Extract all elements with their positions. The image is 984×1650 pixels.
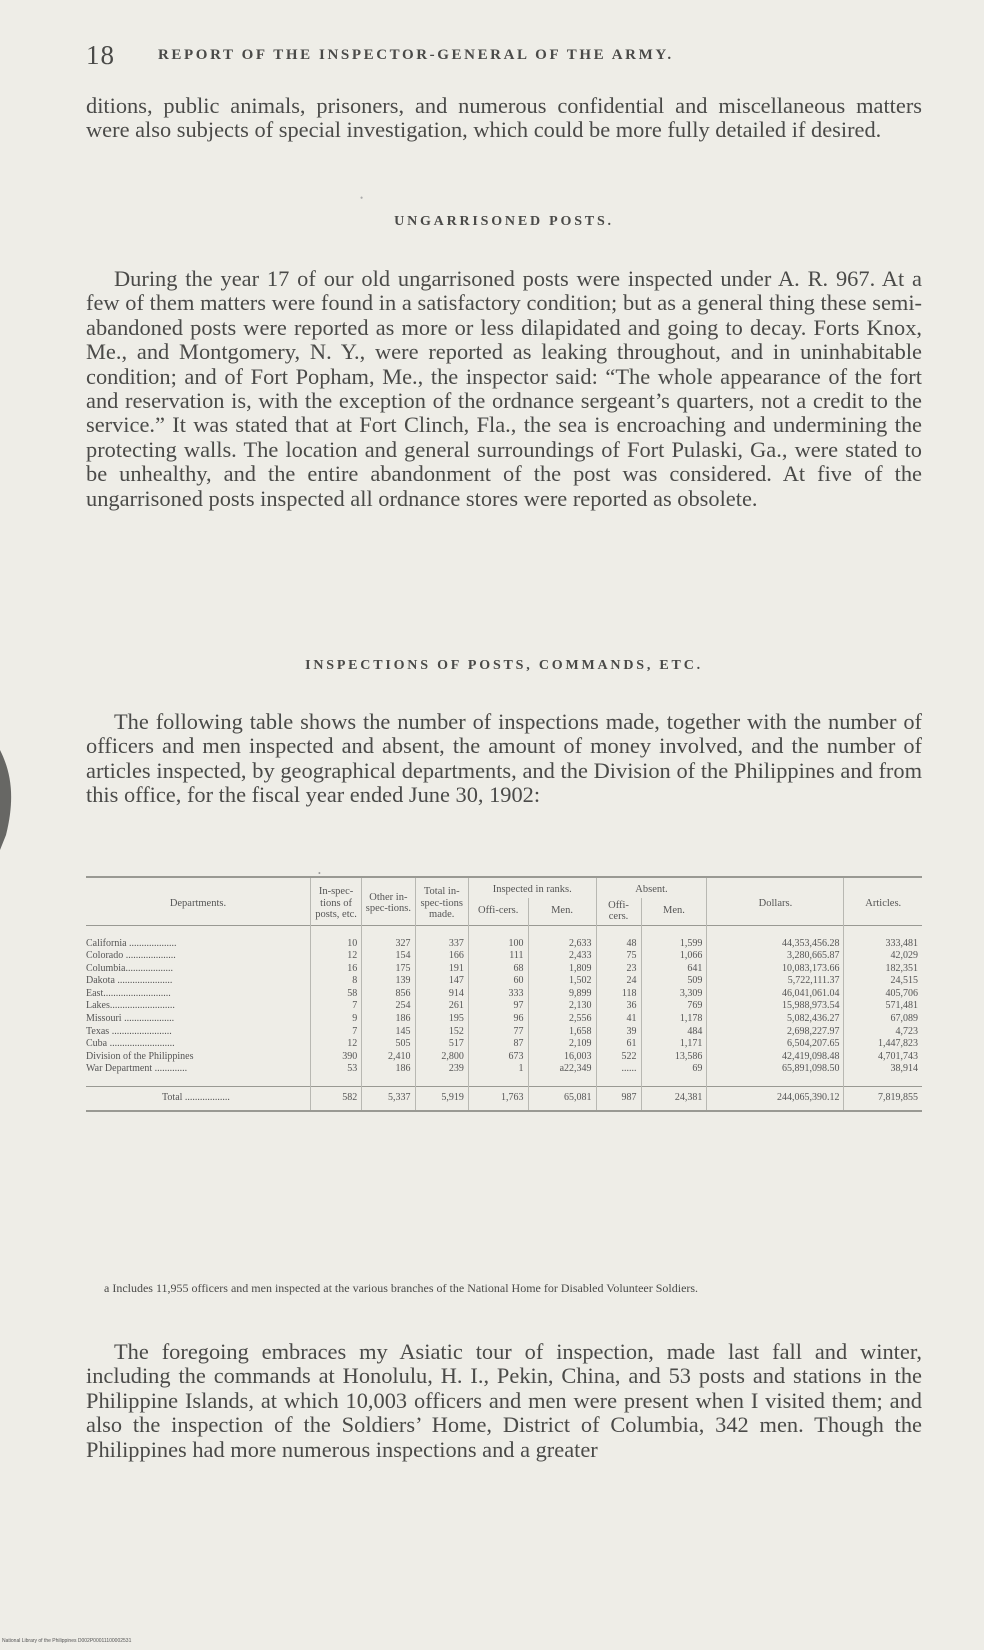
cell-officers-inspected: 68 <box>468 963 528 976</box>
cell-other: 175 <box>362 963 415 976</box>
table-row: California ................... 10 327 337 100 2,633 48 1,599 44,353,456.28 333,481 <box>86 925 922 950</box>
cell-total: 147 <box>415 975 468 988</box>
cell-men-inspected: 2,109 <box>528 1038 596 1051</box>
row-department: California <box>86 937 127 949</box>
row-department: Division of the Philippines <box>86 1050 194 1062</box>
page-number: 18 <box>86 40 115 70</box>
cell-total: 166 <box>415 950 468 963</box>
cell-men-inspected: a22,349 <box>528 1063 596 1086</box>
cell-articles: 42,029 <box>844 950 922 963</box>
cell-men-inspected: 1,502 <box>528 975 596 988</box>
cell-men-absent: 1,178 <box>641 1013 707 1026</box>
cell-men-absent: 69 <box>641 1063 707 1086</box>
row-department: Cuba <box>86 1038 108 1050</box>
cell-men-inspected: 2,633 <box>528 925 596 950</box>
cell-officers-absent: 39 <box>596 1026 641 1039</box>
table-footnote: a Includes 11,955 officers and men inspected at the various branches of the National Home for Disabled Volunteer Soldiers. <box>104 1281 699 1295</box>
cell-articles: 1,447,823 <box>844 1038 922 1051</box>
cell-posts: 8 <box>310 975 361 988</box>
cell-men-absent: 484 <box>641 1026 707 1039</box>
cell-dollars: 5,722,111.37 <box>707 975 844 988</box>
cell-men-absent: 1,599 <box>641 925 707 950</box>
row-department: Dakota <box>86 975 115 987</box>
cell-men-inspected: 2,433 <box>528 950 596 963</box>
cell-officers-absent: 41 <box>596 1013 641 1026</box>
cell-total: 239 <box>415 1063 468 1086</box>
cell-posts: 12 <box>310 1038 361 1051</box>
cell-other: 254 <box>362 1000 415 1013</box>
cell-articles: 4,723 <box>844 1026 922 1039</box>
cell-dollars: 6,504,207.65 <box>707 1038 844 1051</box>
col-men-absent: Men. <box>641 898 707 926</box>
cell-dollars: 10,083,173.66 <box>707 963 844 976</box>
cell-dollars: 65,891,098.50 <box>707 1063 844 1086</box>
col-total-inspections: Total in-spec-tions made. <box>415 877 468 925</box>
cell-total: 337 <box>415 925 468 950</box>
heading-inspections: INSPECTIONS OF POSTS, COMMANDS, ETC. <box>305 658 703 673</box>
cell-dollars: 15,988,973.54 <box>707 1000 844 1013</box>
cell-other: 2,410 <box>362 1051 415 1064</box>
cell-officers-absent: 522 <box>596 1051 641 1064</box>
cell-other: 145 <box>362 1026 415 1039</box>
table-row: Dakota ...................... 8 139 147 60 1,502 24 509 5,722,111.37 24,515 <box>86 975 922 988</box>
cell-other: 5,337 <box>362 1087 415 1111</box>
table-row: Texas ........................ 7 145 152 77 1,658 39 484 2,698,227.97 4,723 <box>86 1026 922 1039</box>
cell-total: 191 <box>415 963 468 976</box>
cell-total: 914 <box>415 988 468 1001</box>
cell-officers-absent: ...... <box>596 1063 641 1086</box>
cell-officers-absent: 75 <box>596 950 641 963</box>
cell-men-absent: 509 <box>641 975 707 988</box>
col-departments: Departments. <box>169 897 227 909</box>
stray-mark: • <box>360 193 364 203</box>
cell-articles: 7,819,855 <box>844 1087 922 1111</box>
cell-other: 139 <box>362 975 415 988</box>
cell-officers-absent: 36 <box>596 1000 641 1013</box>
cell-officers-inspected: 87 <box>468 1038 528 1051</box>
running-head <box>86 40 926 74</box>
cell-men-absent: 1,171 <box>641 1038 707 1051</box>
col-inspected-in-ranks: Inspected in ranks. <box>468 877 596 898</box>
cell-men-absent: 24,381 <box>641 1087 707 1111</box>
cell-dollars: 2,698,227.97 <box>707 1026 844 1039</box>
cell-posts: 7 <box>310 1000 361 1013</box>
cell-dollars: 44,353,456.28 <box>707 925 844 950</box>
cell-posts: 12 <box>310 950 361 963</box>
cell-men-inspected: 1,809 <box>528 963 596 976</box>
cell-other: 186 <box>362 1063 415 1086</box>
cell-officers-absent: 118 <box>596 988 641 1001</box>
cell-total: 261 <box>415 1000 468 1013</box>
cell-articles: 571,481 <box>844 1000 922 1013</box>
col-men-inspected: Men. <box>528 898 596 926</box>
digitization-imprint: National Library of the Philippines D002P00011100002531 <box>2 1638 132 1644</box>
cell-total: 2,800 <box>415 1051 468 1064</box>
cell-officers-inspected: 97 <box>468 1000 528 1013</box>
cell-officers-absent: 987 <box>596 1087 641 1111</box>
cell-total: 517 <box>415 1038 468 1051</box>
cell-posts: 16 <box>310 963 361 976</box>
cell-posts: 9 <box>310 1013 361 1026</box>
binding-shadow-mark <box>0 740 18 850</box>
row-department: Texas <box>86 1025 110 1037</box>
stray-mark: • <box>318 869 321 878</box>
cell-posts: 53 <box>310 1063 361 1086</box>
col-absent: Absent. <box>596 877 707 898</box>
table-row: Columbia................... 16 175 191 68 1,809 23 641 10,083,173.66 182,351 <box>86 963 922 976</box>
heading-ungarrisoned-posts: UNGARRISONED POSTS. <box>394 214 614 229</box>
cell-men-inspected: 16,003 <box>528 1051 596 1064</box>
cell-posts: 58 <box>310 988 361 1001</box>
running-title: REPORT OF THE INSPECTOR-GENERAL OF THE ARMY. <box>158 47 674 63</box>
cell-men-inspected: 2,556 <box>528 1013 596 1026</box>
col-officers-inspected: Offi-cers. <box>468 898 528 926</box>
cell-total: 152 <box>415 1026 468 1039</box>
cell-articles: 24,515 <box>844 975 922 988</box>
cell-posts: 582 <box>310 1087 361 1111</box>
cell-total: 5,919 <box>415 1087 468 1111</box>
cell-officers-absent: 24 <box>596 975 641 988</box>
col-dollars: Dollars. <box>707 877 844 925</box>
cell-men-absent: 641 <box>641 963 707 976</box>
col-officers-absent: Offi-cers. <box>596 898 641 926</box>
cell-officers-inspected: 77 <box>468 1026 528 1039</box>
cell-posts: 7 <box>310 1026 361 1039</box>
row-department: Lakes <box>86 1000 110 1012</box>
cell-articles: 182,351 <box>844 963 922 976</box>
ungarrisoned-paragraph: During the year 17 of our old ungarrisoned posts were inspected under A. R. 967. At a few of them matters were found in a satisfactory condition; but as a general thing these semi-abandoned posts were reported as more or less dilapidated and going to decay. Forts Knox, Me., and Montgomery, N. Y., were reported as leaking throughout, and in uninhabitable condition; and of Fort Popham, Me., the inspector said: “The whole appearance of the fort and reservation is, with the exception of the ordnance sergeant’s quarters, not a credit to the service.” It was stated that at Fort Clinch, Fla., the sea is encroaching and undermining the protecting walls. The location and general surroundings of Fort Pulaski, Ga., were stated to be unhealthy, and the entire abandonment of the post was considered. At five of the ungarrisoned posts inspected all ordnance stores were reported as obsolete. <box>86 266 922 511</box>
table-row: Cuba .......................... 12 505 517 87 2,109 61 1,171 6,504,207.65 1,447,823 <box>86 1038 922 1051</box>
cell-dollars: 244,065,390.12 <box>707 1087 844 1111</box>
row-department: East <box>86 987 104 999</box>
cell-men-inspected: 65,081 <box>528 1087 596 1111</box>
cell-dollars: 5,082,436.27 <box>707 1013 844 1026</box>
table-row: War Department ............. 53 186 239 1 a22,349 ...... 69 65,891,098.50 38,914 <box>86 1063 922 1086</box>
cell-officers-inspected: 100 <box>468 925 528 950</box>
cell-officers-inspected: 1 <box>468 1063 528 1086</box>
cell-articles: 405,706 <box>844 988 922 1001</box>
cell-officers-inspected: 60 <box>468 975 528 988</box>
cell-total: 195 <box>415 1013 468 1026</box>
inspections-table <box>86 876 922 1112</box>
cell-other: 327 <box>362 925 415 950</box>
closing-paragraph: The foregoing embraces my Asiatic tour of inspection, made last fall and winter, including the commands at Honolulu, H. I., Pekin, China, and 53 posts and stations in the Philippine Islands, at which 10,003 officers and men were present when I visited them; and also the inspection of the Soldiers’ Home, District of Columbia, 342 men. Though the Philippines had more numerous inspections and a greater <box>86 1339 922 1462</box>
row-department: Columbia <box>86 962 126 974</box>
cell-articles: 67,089 <box>844 1013 922 1026</box>
cell-men-absent: 769 <box>641 1000 707 1013</box>
cell-other: 856 <box>362 988 415 1001</box>
cell-dollars: 42,419,098.48 <box>707 1051 844 1064</box>
row-department: Missouri <box>86 1013 122 1025</box>
cell-men-inspected: 1,658 <box>528 1026 596 1039</box>
total-row: Total .................. 582 5,337 5,919 1,763 65,081 987 24,381 244,065,390.12 7,819,855 <box>86 1087 922 1111</box>
cell-officers-absent: 23 <box>596 963 641 976</box>
row-department: War Department <box>86 1063 153 1075</box>
cell-officers-inspected: 111 <box>468 950 528 963</box>
table-row: Missouri .................... 9 186 195 96 2,556 41 1,178 5,082,436.27 67,089 <box>86 1013 922 1026</box>
table-row: Lakes.......................... 7 254 261 97 2,130 36 769 15,988,973.54 571,481 <box>86 1000 922 1013</box>
cell-men-inspected: 2,130 <box>528 1000 596 1013</box>
cell-officers-absent: 61 <box>596 1038 641 1051</box>
total-label: Total <box>162 1092 183 1104</box>
cell-officers-inspected: 673 <box>468 1051 528 1064</box>
cell-other: 154 <box>362 950 415 963</box>
cell-posts: 390 <box>310 1051 361 1064</box>
col-other-inspections: Other in-spec-tions. <box>362 877 415 925</box>
cell-officers-inspected: 1,763 <box>468 1087 528 1111</box>
cell-men-absent: 1,066 <box>641 950 707 963</box>
cell-officers-inspected: 333 <box>468 988 528 1001</box>
table-row: Colorado .................... 12 154 166 111 2,433 75 1,066 3,280,665.87 42,029 <box>86 950 922 963</box>
cell-dollars: 46,041,061.04 <box>707 988 844 1001</box>
cell-officers-absent: 48 <box>596 925 641 950</box>
col-articles: Articles. <box>844 877 922 925</box>
cell-men-inspected: 9,899 <box>528 988 596 1001</box>
cell-men-absent: 13,586 <box>641 1051 707 1064</box>
cell-articles: 4,701,743 <box>844 1051 922 1064</box>
table-row <box>86 1051 922 1064</box>
table-row: East........................... 58 856 914 333 9,899 118 3,309 46,041,061.04 405,706 <box>86 988 922 1001</box>
cell-dollars: 3,280,665.87 <box>707 950 844 963</box>
intro-paragraph: ditions, public animals, prisoners, and numerous confidential and miscellaneous matters were also subjects of special investigation, which could be more fully detailed if desired. <box>86 93 922 143</box>
cell-posts: 10 <box>310 925 361 950</box>
col-inspections-of-posts: In-spec-tions of posts, etc. <box>310 877 361 925</box>
table-intro-paragraph: The following table shows the number of inspections made, together with the number of officers and men inspected and absent, the amount of money involved, and the number of articles inspected, by geographical departments, and the Division of the Philippines and from this office, for the fiscal year ended June 30, 1902: <box>86 709 922 808</box>
row-department: Colorado <box>86 950 124 962</box>
cell-men-absent: 3,309 <box>641 988 707 1001</box>
cell-officers-inspected: 96 <box>468 1013 528 1026</box>
cell-articles: 333,481 <box>844 925 922 950</box>
cell-other: 186 <box>362 1013 415 1026</box>
cell-articles: 38,914 <box>844 1063 922 1086</box>
cell-other: 505 <box>362 1038 415 1051</box>
